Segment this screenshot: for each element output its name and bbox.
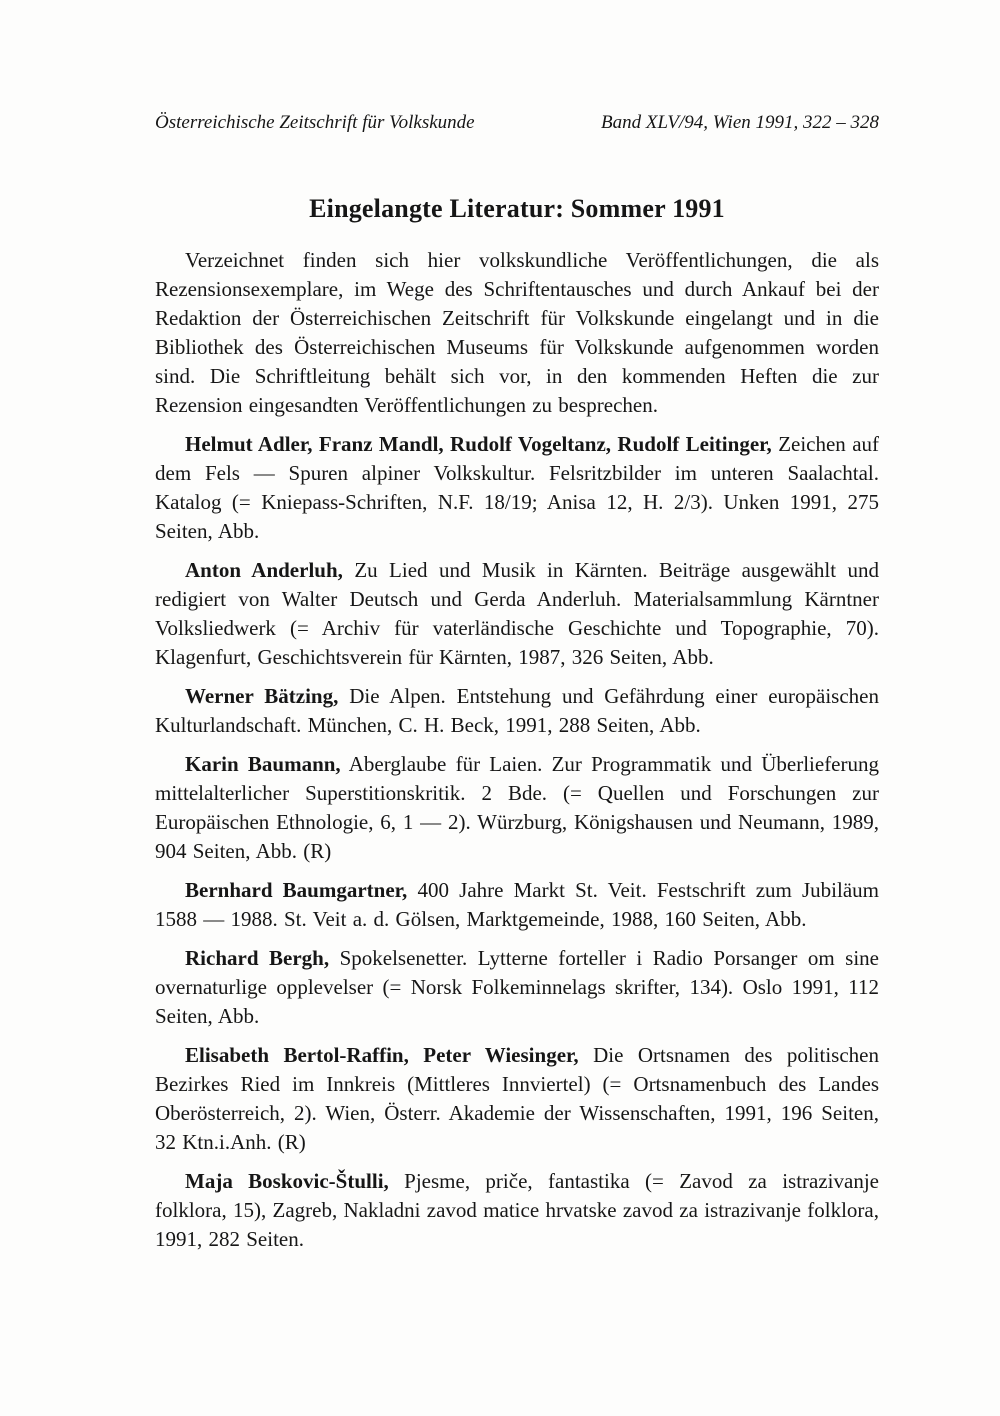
entry-baumgartner [155,876,879,934]
page-title: Eingelangte Literatur: Sommer 1991 [309,194,725,223]
entry-baetzing [155,682,879,740]
issue-info: Band XLV/94, Wien 1991, 322 – 328 [601,112,879,133]
entry-text: Zu Lied und Musik in Kärnten. Beiträge ausgewählt und redigiert von Walter Deutsch und Gerda Anderluh. Materialsammlung Kärntner Volksliedwerk (= Archiv für vaterländische Geschichte und Topographie, 70). Klagenfurt, Geschichtsverein für Kärnten, 1987, 326 Seiten, Abb. [155,558,879,669]
entry-authors: Karin Baumann, [185,752,341,776]
entry-authors: Werner Bätzing, [185,684,339,708]
journal-title: Österreichische Zeitschrift für Volkskunde [155,112,475,133]
text-column [155,111,879,1254]
entry-authors: Bernhard Baumgartner, [185,878,408,902]
literature-list [155,246,879,1254]
entry-text: 400 Jahre Markt St. Veit. Festschrift zum Jubiläum 1588 — 1988. St. Veit a. d. Gölsen, Marktgemeinde, 1988, 160 Seiten, Abb. [155,878,879,931]
entry-bertol-raffin [155,1041,879,1157]
entry-authors: Maja Boskovic-Štulli, [185,1169,389,1193]
entry-text: Die Alpen. Entstehung und Gefährdung einer europäischen Kulturlandschaft. München, C. H. Beck, 1991, 288 Seiten, Abb. [155,684,879,737]
entry-bergh [155,944,879,1031]
entry-anderluh [155,556,879,672]
entry-text: Aberglaube für Laien. Zur Programmatik und Überlieferung mittelalterlicher Superstitionskritik. 2 Bde. (= Quellen und Forschungen zur Europäischen Ethnologie, 6, 1 — 2). Würzburg, Königshausen und Neumann, 1989, 904 Seiten, Abb. (R) [155,752,879,863]
entry-baumann [155,750,879,866]
running-head [155,111,879,135]
entry-authors: Helmut Adler, Franz Mandl, Rudolf Vogeltanz, Rudolf Leitinger, [185,432,772,456]
entry-text: Zeichen auf dem Fels — Spuren alpiner Volkskultur. Felsritzbilder im unteren Saalachtal. Katalog (= Kniepass-Schriften, N.F. 18/19; Anisa 12, H. 2/3). Unken 1991, 275 Seiten, Abb. [155,432,880,543]
entry-text: Spokelsenetter. Lytterne forteller i Radio Porsanger om sine overnaturlige opplevelser (= Norsk Folkeminnelags skrifter, 134). Oslo 1991, 112 Seiten, Abb. [155,946,879,1028]
intro-paragraph: Verzeichnet finden sich hier volkskundliche Veröffentlichungen, die als Rezensionsexemplare, im Wege des Schriftentausches und durch Ankauf bei der Redaktion der Österreichischen Zeitschrift für Volkskunde eingelangt und in die Bibliothek des Österreichischen Museums für Volkskunde aufgenommen worden sind. Die Schriftleitung behält sich vor, in den kommenden Heften die zur Rezension eingesandten Veröffentlichungen zu besprechen. [155,248,879,417]
entry-authors: Anton Anderluh, [185,558,343,582]
entry-text: Pjesme, priče, fantastika (= Zavod za istrazivanje folklora, 15), Zagreb, Nakladni zavod matice hrvatske zavod za istrazivanje folklora, 1991, 282 Seiten. [155,1169,879,1251]
entry-boskovic-stulli [155,1167,879,1254]
entry-authors: Richard Bergh, [185,946,330,970]
entry-authors: Elisabeth Bertol-Raffin, Peter Wiesinger, [185,1043,579,1067]
entry-adler [155,430,879,546]
entry-text: Die Ortsnamen des politischen Bezirkes Ried im Innkreis (Mittleres Innviertel) (= Ortsnamenbuch des Landes Oberösterreich, 2). Wien, Österr. Akademie der Wissenschaften, 1991, 196 Seiten, 32 Ktn.i.Anh. (R) [155,1043,880,1154]
